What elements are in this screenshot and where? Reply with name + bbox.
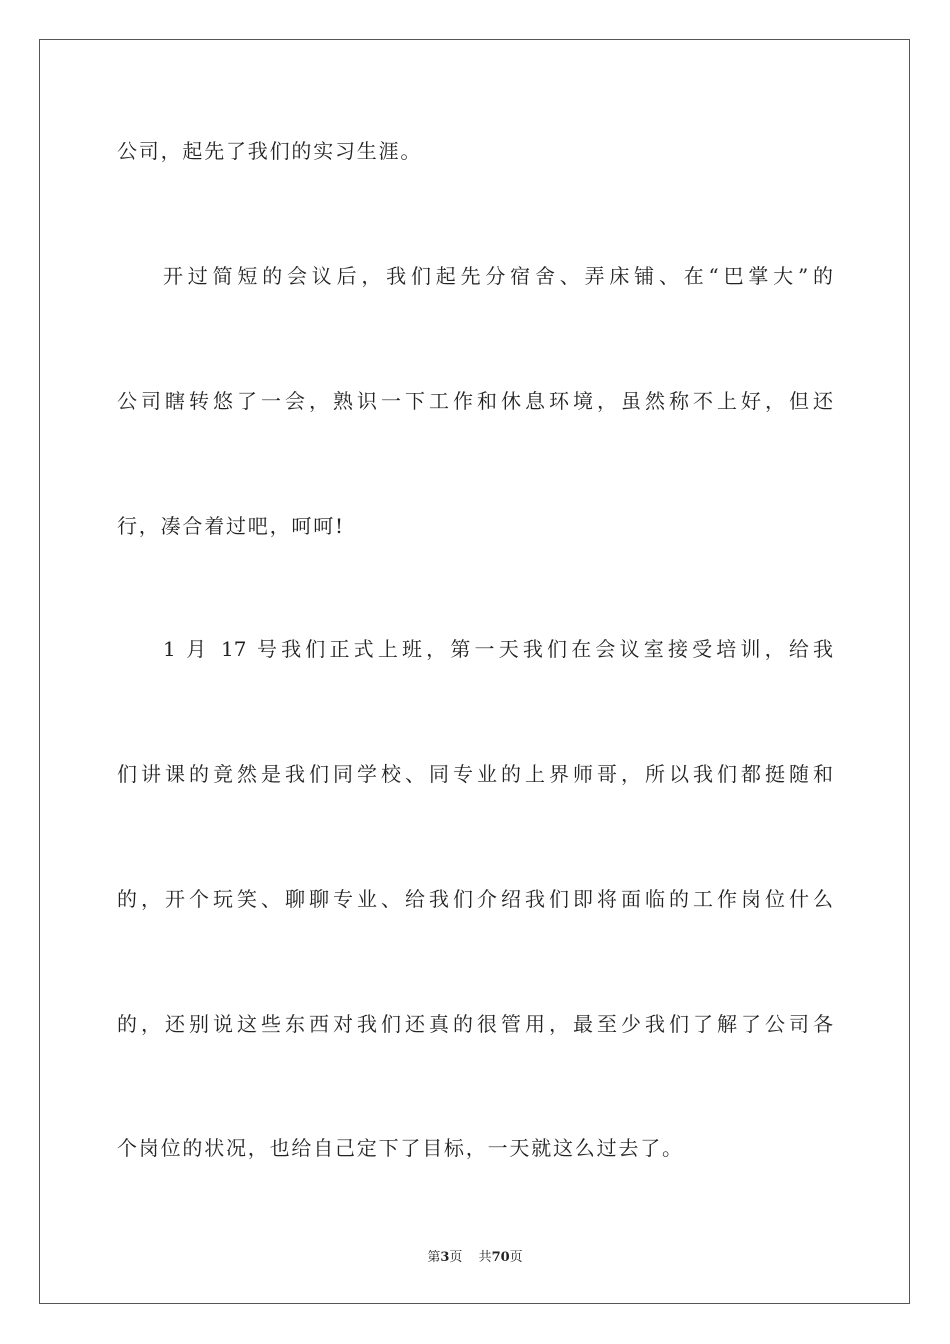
text-line-3: 公司瞎转悠了一会，熟识一下工作和休息环境，虽然称不上好，但还 [117, 389, 833, 413]
page-prefix: 第 [427, 1250, 441, 1265]
text-line-1: 公司，起先了我们的实习生涯。 [117, 139, 423, 163]
page-suffix: 页 [449, 1250, 463, 1265]
text-line-4: 行，凑合着过吧，呵呵! [117, 514, 345, 538]
total-number: 70 [491, 1250, 510, 1265]
text-line-8: 的，还别说这些东西对我们还真的很管用，最至少我们了解了公司各 [117, 1012, 833, 1036]
page-border [39, 39, 910, 1304]
text-line-9: 个岗位的状况，也给自己定下了目标，一天就这么过去了。 [117, 1136, 684, 1160]
total-indicator [479, 1250, 523, 1265]
total-suffix: 页 [509, 1250, 523, 1265]
page-number: 3 [440, 1250, 450, 1265]
page-footer [0, 1246, 950, 1265]
text-line-2: 开过简短的会议后，我们起先分宿舍、弄床铺、在“巴掌大”的 [163, 264, 833, 288]
text-line-7: 的，开个玩笑、聊聊专业、给我们介绍我们即将面临的工作岗位什么 [117, 887, 833, 911]
page-indicator [427, 1250, 462, 1265]
text-line-5: 1 月 17 号我们正式上班，第一天我们在会议室接受培训，给我 [163, 637, 833, 661]
total-prefix: 共 [478, 1250, 492, 1265]
text-line-6: 们讲课的竟然是我们同学校、同专业的上界师哥，所以我们都挺随和 [117, 762, 833, 786]
